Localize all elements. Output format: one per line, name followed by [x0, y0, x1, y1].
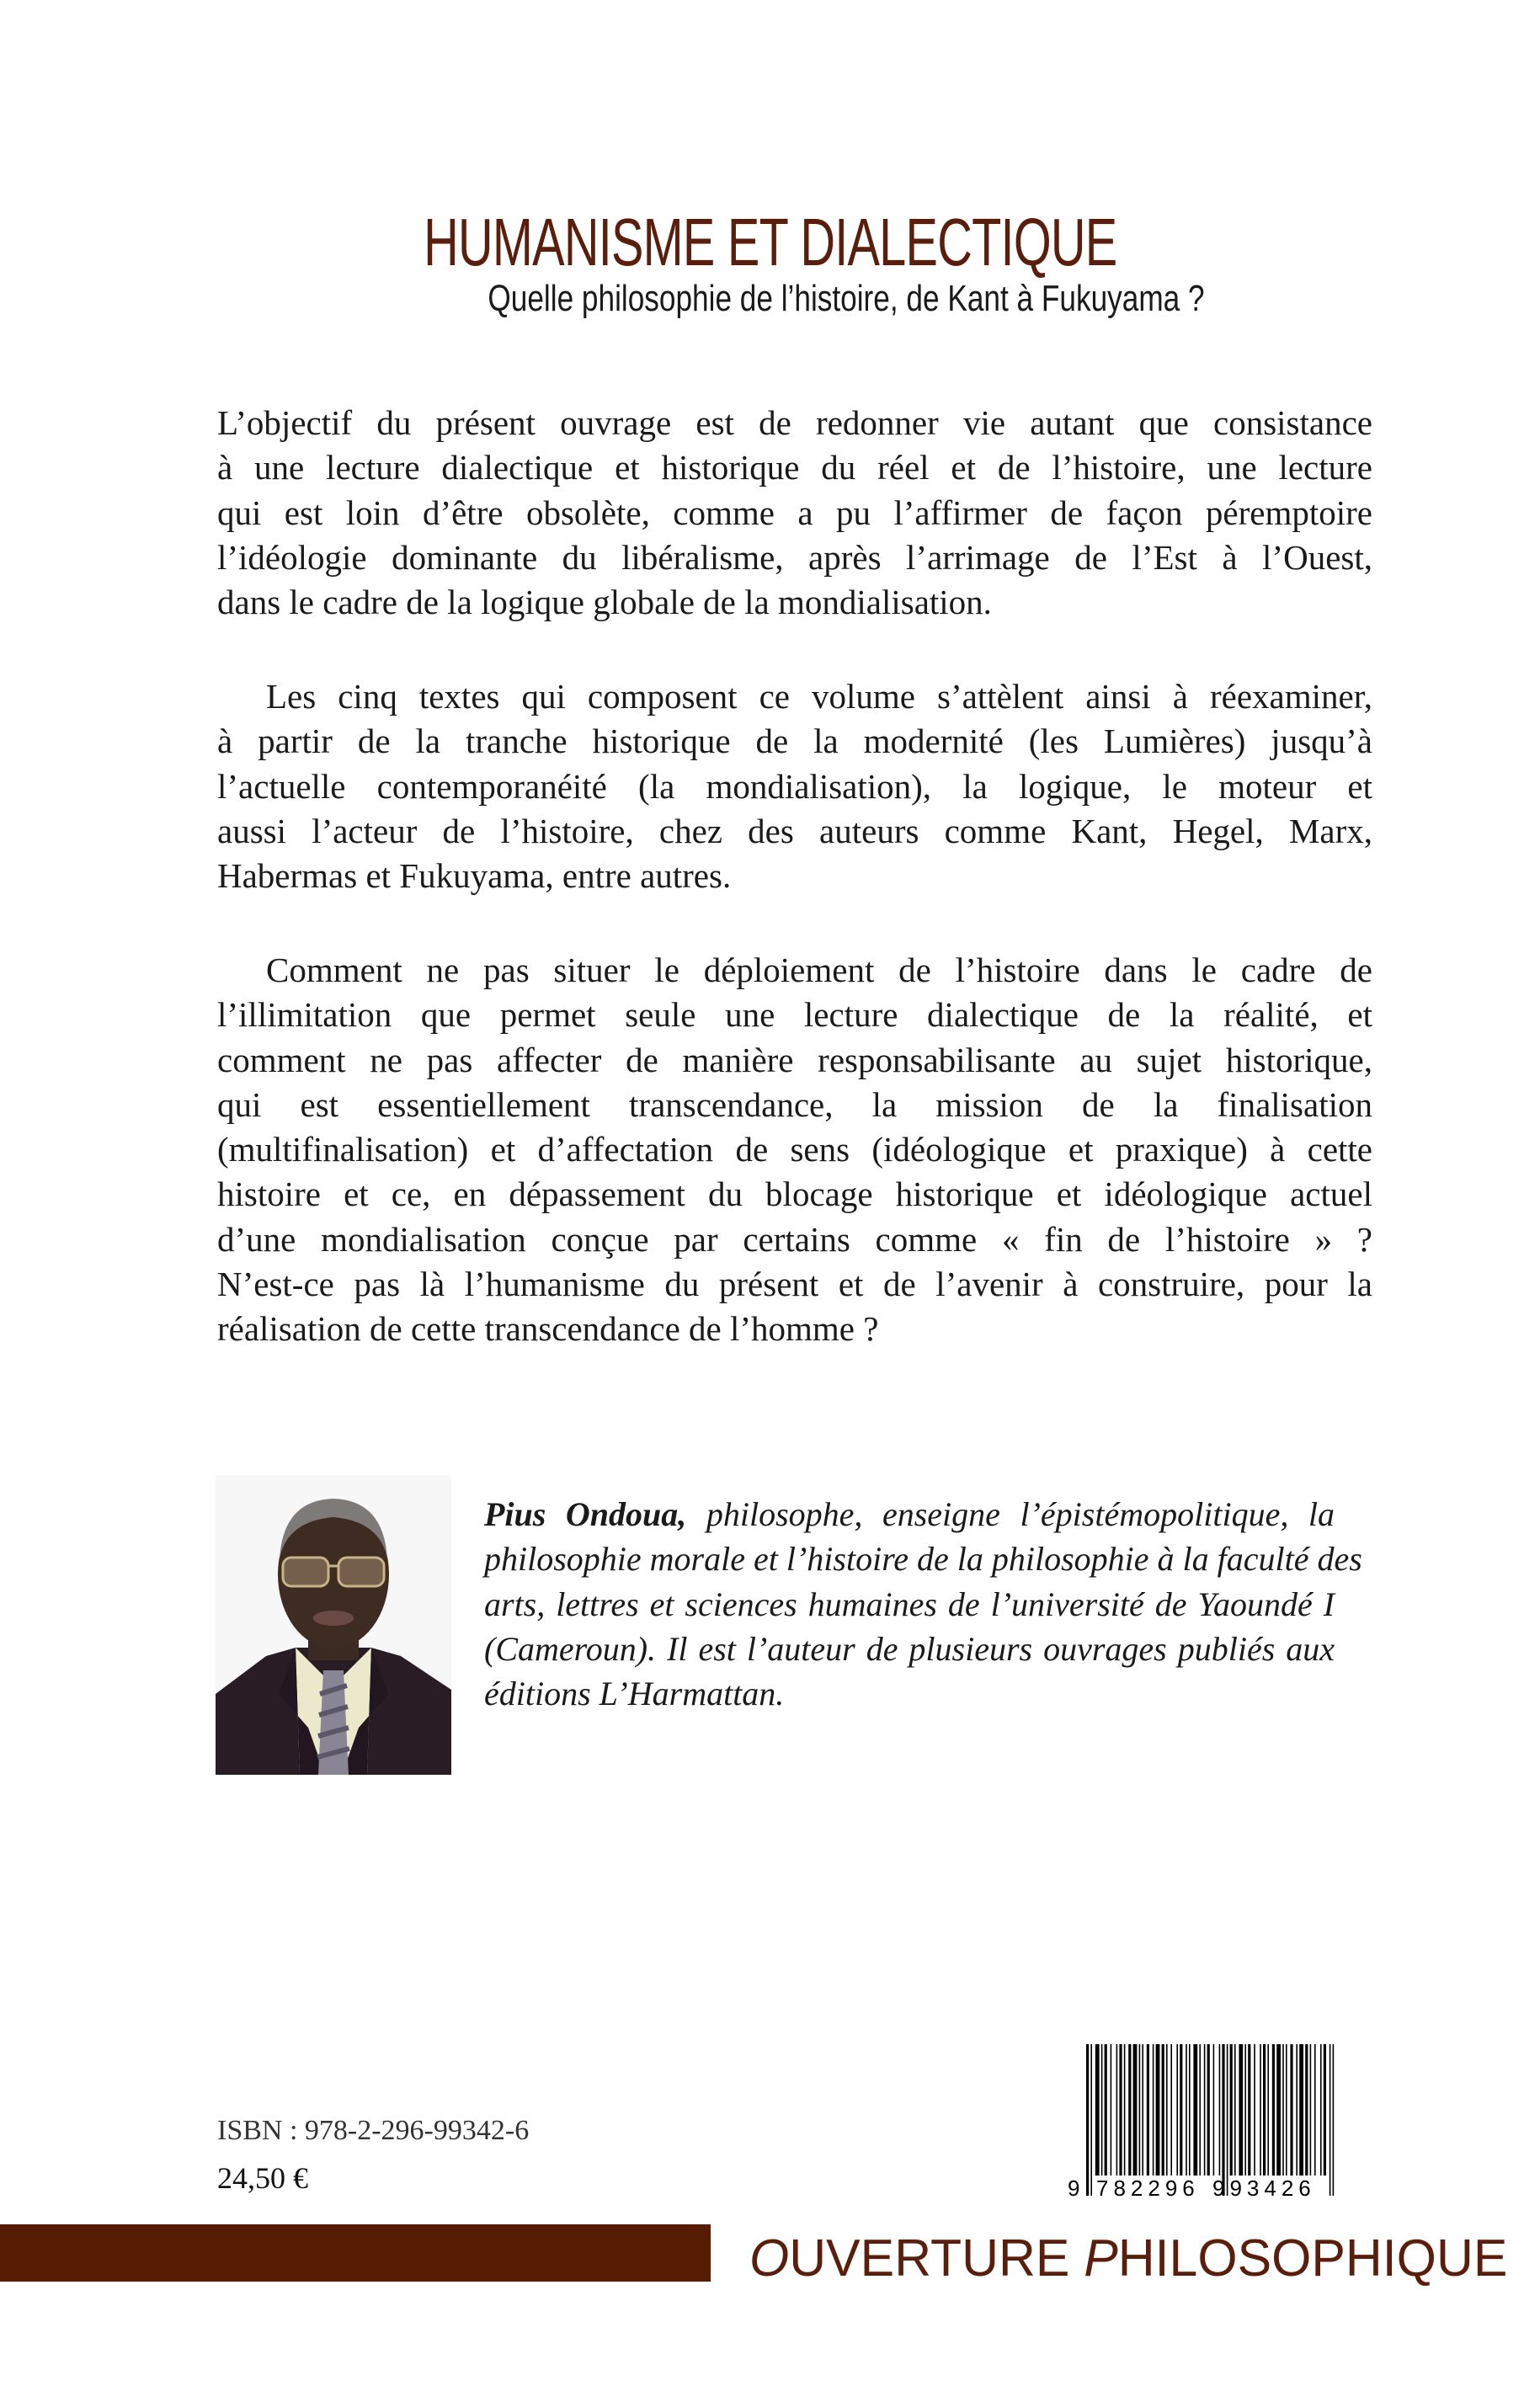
text-line: Habermas et Fukuyama, entre autres. [217, 856, 732, 896]
text-line: éditions L’Harmattan. [484, 1675, 785, 1713]
text-line [484, 1492, 1335, 1537]
text-line: l’idéologie dominante du libéralisme, après l’arrimage de l’Est à l’Ouest, [217, 537, 1372, 577]
text-line: l’actuelle contemporanéité (la mondialisation), la logique, le moteur et [217, 766, 1372, 806]
book-title-text: HUMANISME ET DIALECTIQUE [423, 205, 1117, 280]
text-line: à une lecture dialectique et historique du réel et de l’histoire, une lecture [217, 448, 1372, 487]
text-line: l’illimitation que permet seule une lecture dialectique de la réalité, et [217, 995, 1372, 1035]
book-subtitle [0, 278, 1540, 320]
series-color-bar [0, 2224, 711, 2282]
bio-text: philosophe, enseigne l’épistémopolitique, la [686, 1495, 1335, 1533]
summary-paragraph-1 [217, 401, 1372, 625]
series-initial-1: O [749, 2229, 790, 2287]
book-subtitle-text: Quelle philosophie de l’histoire, de Kant à Fukuyama ? [487, 278, 1205, 319]
summary-paragraph-3 [217, 948, 1372, 1352]
text-line: L’objectif du présent ouvrage est de redonner vie autant que consistance [217, 403, 1372, 442]
author-portrait-icon [216, 1475, 451, 1775]
summary-paragraph-2 [217, 674, 1372, 898]
isbn-label: ISBN : 978-2-296-99342-6 [217, 2115, 530, 2146]
text-line: aussi l’acteur de l’histoire, chez des auteurs comme Kant, Hegel, Marx, [217, 811, 1372, 850]
author-bio [484, 1492, 1362, 1716]
text-line: qui est loin d’être obsolète, comme a pu l’affirmer de façon péremptoire [217, 493, 1372, 532]
barcode-digits-left: 782296 [1096, 2176, 1200, 2201]
barcode-icon [1063, 2041, 1340, 2201]
text-line: Les cinq textes qui composent ce volume s’attèlent ainsi à réexaminer, [266, 677, 1372, 716]
text-line: philosophie morale et l’histoire de la philosophie à la faculté des [484, 1540, 1362, 1579]
series-word-2: HILOSOPHIQUE [1117, 2229, 1508, 2287]
text-line: (multifinalisation) et d’affectation de sens (idéologique et praxique) à cette [217, 1130, 1372, 1169]
series-initial-2: P [1084, 2229, 1118, 2287]
price-label: 24,50 € [217, 2161, 308, 2195]
author-photo [216, 1475, 451, 1775]
barcode-digit-first: 9 [1068, 2176, 1080, 2201]
text-line: qui est essentiellement transcendance, la mission de la finalisation [217, 1084, 1372, 1124]
text-line: d’une mondialisation conçue par certains comme « fin de l’histoire » ? [217, 1219, 1372, 1259]
text-line: N’est-ce pas là l’humanisme du présent et de l’avenir à construire, pour la [217, 1265, 1372, 1304]
text-line: histoire et ce, en dépassement du blocage historique et idéologique actuel [217, 1174, 1372, 1214]
text-line: dans le cadre de la logique globale de la mondialisation. [217, 583, 992, 622]
series-word-1: UVERTURE [789, 2229, 1084, 2287]
book-title [0, 205, 1540, 280]
text-line: Comment ne pas situer le déploiement de l’histoire dans le cadre de [266, 951, 1372, 989]
text-line: à partir de la tranche historique de la modernité (les Lumières) jusqu’à [217, 722, 1372, 761]
barcode-digits-right: 993426 [1212, 2176, 1316, 2201]
series-name [749, 2229, 1523, 2287]
text-line: (Cameroun). Il est l’auteur de plusieurs ouvrages publiés aux [484, 1629, 1335, 1668]
barcode [1063, 2041, 1340, 2201]
text-line: réalisation de cette transcendance de l’homme ? [217, 1309, 879, 1349]
text-line: comment ne pas affecter de manière responsabilisante au sujet historique, [217, 1040, 1372, 1079]
author-name: Pius Ondoua, [484, 1495, 687, 1533]
text-line: arts, lettres et sciences humaines de l’université de Yaoundé I [484, 1584, 1335, 1623]
